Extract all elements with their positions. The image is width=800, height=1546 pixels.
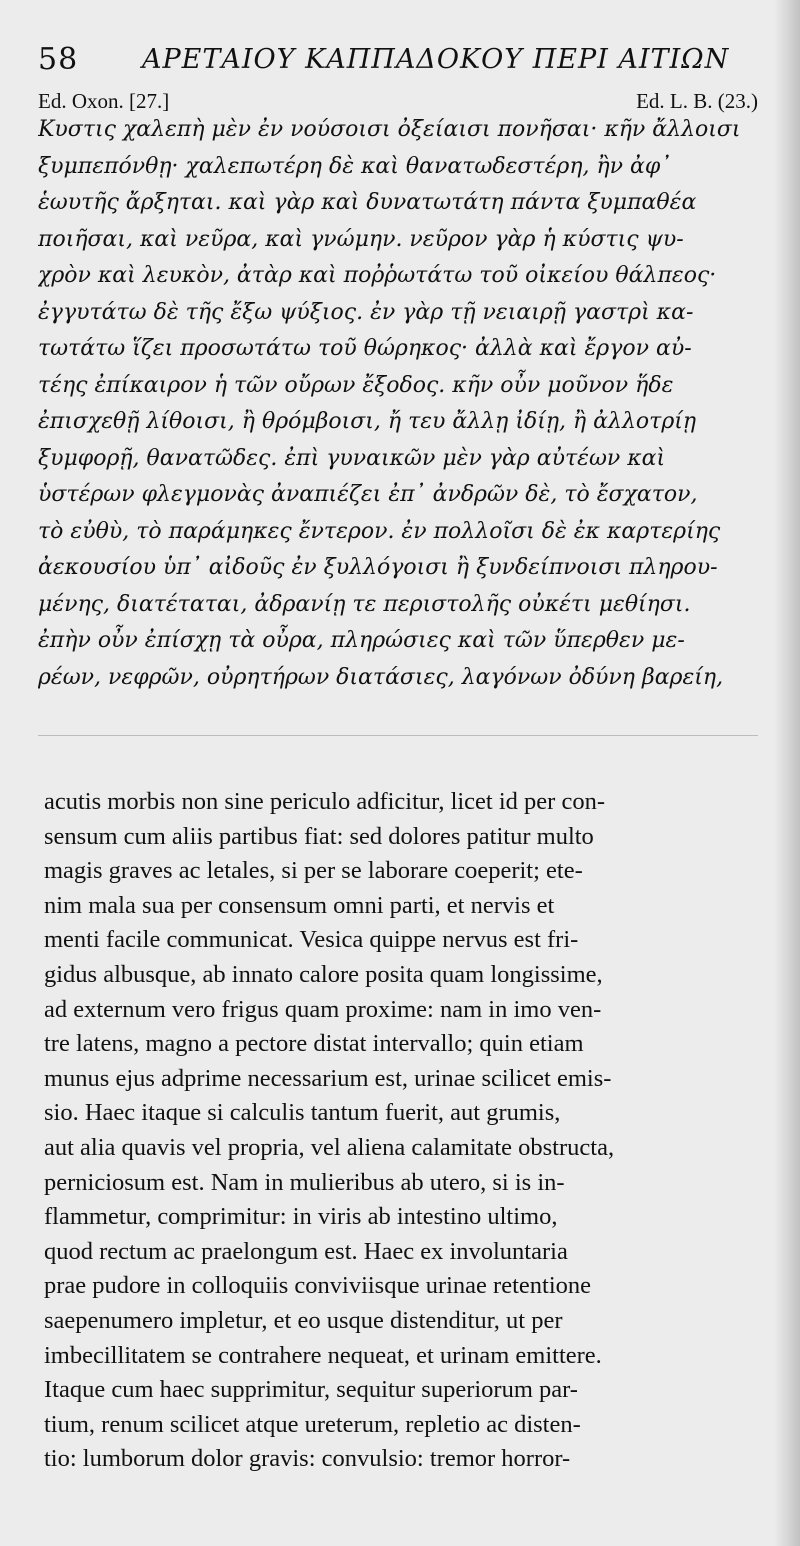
latin-text-line: gidus albusque, ab innato calore posita quam longissime, [44,960,603,988]
greek-text-line: τωτάτω ἵζει προσωτάτω τοῦ θώρηκος· ἀλλὰ καὶ ἔργον αὐ- [38,336,692,361]
section-divider [38,735,758,736]
greek-text-line: ποιῆσαι, καὶ νεῦρα, καὶ γνώμην. νεῦρον γὰρ ἡ κύστις ψυ- [38,226,684,252]
latin-text-line: Itaque cum haec supprimitur, sequitur superiorum par- [44,1376,578,1404]
greek-text-line: ἐπισχεθῇ λίθοισι, ἢ θρόμβοισι, ἤ τευ ἄλλῃ ἰδίῃ, ἢ ἀλλοτρίῃ [38,409,697,434]
latin-text-line: sio. Haec itaque si calculis tantum fuerit, aut grumis, [44,1099,561,1127]
greek-text-line: ἀεκουσίου ὑπ᾽ αἰδοῦς ἐν ξυλλόγοισι ἢ ξυνδείπνοισι πληρου- [38,555,718,580]
running-title: ΑΡΕΤΑΙΟΥ ΚΑΠΠΑΔΟΚΟΥ ΠΕΡΙ ΑΙΤΙΩΝ [142,44,730,75]
edition-oxon-reference: Ed. Oxon. [27.] [38,89,170,113]
greek-text-line: Κυστις χαλεπὴ μὲν ἐν νούσοισι ὀξείαισι πονῆσαι· κῆν ἄλλοισι [38,117,741,142]
latin-text-block [44,785,764,1477]
latin-text-line: tio: lumborum dolor gravis: convulsio: tremor horror- [44,1445,571,1473]
latin-text-line: prae pudore in colloquiis conviviisque urinae retentione [44,1272,592,1300]
latin-text-line: nim mala sua per consensum omni parti, et nervis et [44,891,555,919]
greek-text-line: τὸ εὐθὺ, τὸ παράμηκες ἔντερον. ἐν πολλοῖσι δὲ ἐκ καρτερίης [38,518,721,544]
greek-text-line: μένης, διατέταται, ἀδρανίῃ τε περιστολῆς οὐκέτι μεθίησι. [38,591,691,617]
latin-text-line: tium, renum scilicet atque ureterum, repletio ac disten- [44,1410,581,1438]
latin-text-line: tre latens, magno a pectore distat intervallo; quin etiam [44,1030,584,1058]
latin-text-line: sensum cum aliis partibus fiat: sed dolores patitur multo [44,822,594,850]
latin-text-line: munus ejus adprime necessarium est, urinae scilicet emis- [44,1064,612,1092]
greek-text-line: ἑωυτῆς ἄρξηται. καὶ γὰρ καὶ δυνατωτάτη πάντα ξυμπαθέα [38,190,697,215]
latin-text-line: saepenumero impletur, et eo usque distenditur, ut per [44,1306,563,1334]
page-number: 58 [38,42,79,77]
latin-text-line: acutis morbis non sine periculo adficitur, licet id per con- [44,788,605,815]
page-header [38,38,778,78]
greek-text-line: ὑστέρων φλεγμονὰς ἀναπιέζει ἐπ᾽ ἀνδρῶν δὲ, τὸ ἔσχατον, [38,482,698,507]
latin-text-line: aut alia quavis vel propria, vel aliena calamitate obstructa, [44,1133,615,1161]
latin-text-line: flammetur, comprimitur: in viris ab intestino ultimo, [44,1203,558,1231]
latin-text-line: imbecillitatem se contrahere nequeat, et urinam emittere. [44,1341,602,1369]
greek-text-line: τέης ἐπίκαιρον ἡ τῶν οὔρων ἔξοδος. κῆν οὖν μοῦνον ἥδε [38,372,674,398]
greek-text-line: ξυμπεπόνθῃ· χαλεπωτέρη δὲ καὶ θανατωδεστέρη, ἢν ἀφ᾽ [38,153,672,179]
latin-text-line: magis graves ac letales, si per se laborare coeperit; ete- [44,857,583,885]
greek-text-line: ἐγγυτάτω δὲ τῆς ἔξω ψύξιος. ἐν γὰρ τῇ νειαιρῇ γαστρὶ κα- [38,299,694,325]
latin-text-line: perniciosum est. Nam in mulieribus ab utero, si is in- [44,1168,565,1196]
greek-text-line: χρὸν καὶ λευκὸν, ἀτὰρ καὶ ποῤῥωτάτω τοῦ οἰκείου θάλπεος· [38,263,717,288]
latin-text-line: quod rectum ac praelongum est. Haec ex involuntaria [44,1237,568,1265]
greek-text-block [38,112,768,696]
greek-text-line: ρέων, νεφρῶν, οὐρητήρων διατάσιες, λαγόνων ὀδύνη βαρείη, [38,664,724,690]
latin-text-line: menti facile communicat. Vesica quippe nervus est fri- [44,926,579,954]
greek-text-line: ἐπὴν οὖν ἐπίσχῃ τὰ οὖρα, πληρώσιες καὶ τῶν ὕπερθεν με- [38,628,685,653]
edition-references [38,88,758,114]
greek-text-line: ξυμφορῇ, θανατῶδες. ἐπὶ γυναικῶν μὲν γὰρ αὐτέων καὶ [38,445,666,471]
latin-text-line: ad externum vero frigus quam proxime: nam in imo ven- [44,995,602,1023]
page-edge-shadow [774,0,800,1546]
edition-lb-reference: Ed. L. B. (23.) [636,89,758,113]
